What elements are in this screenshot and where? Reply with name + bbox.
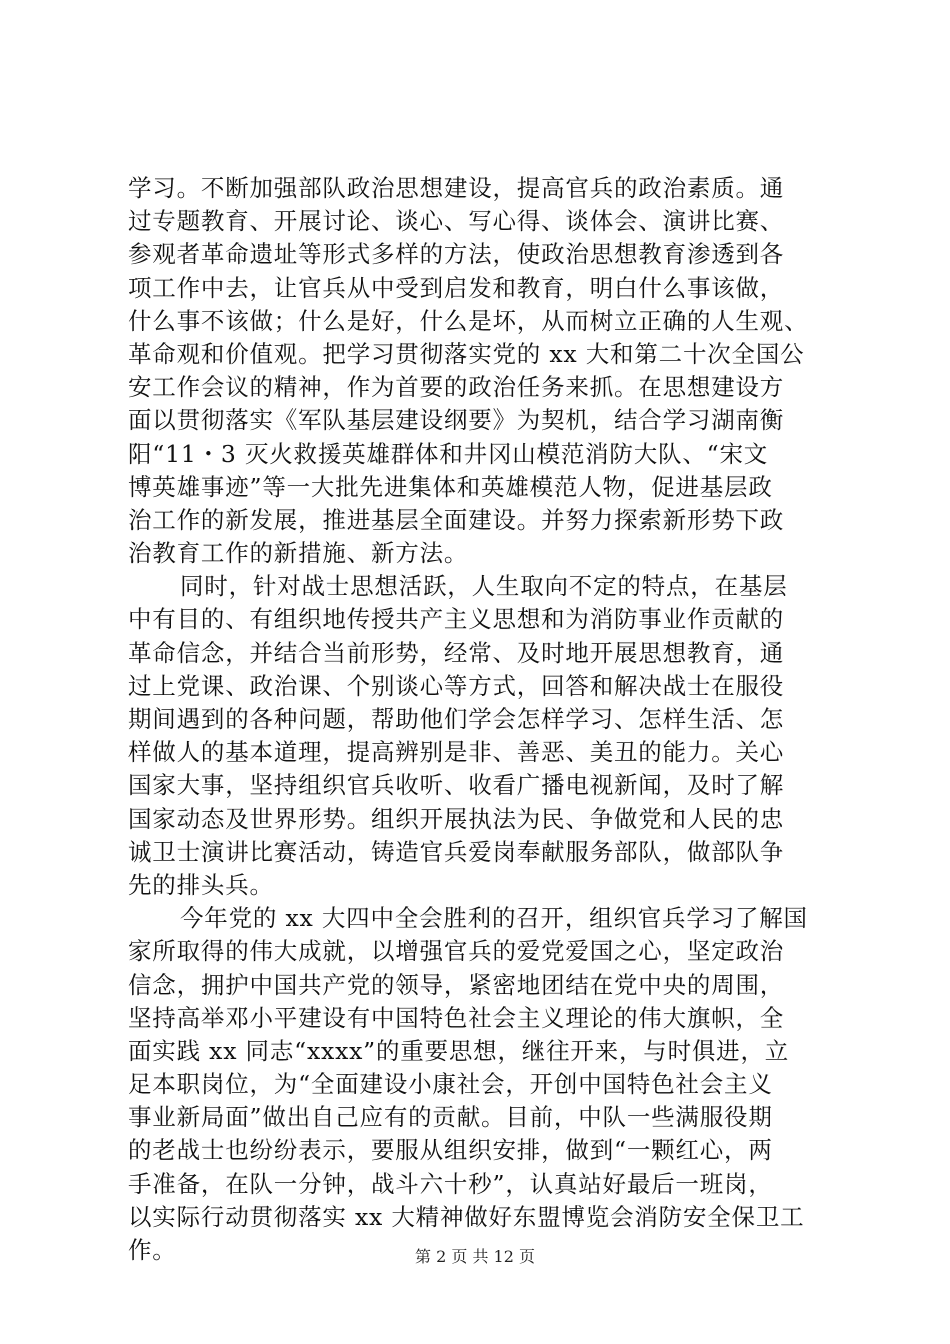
text-line: 中有目的、有组织地传授共产主义思想和为消防事业作贡献的 xyxy=(128,605,785,634)
paragraph xyxy=(128,902,848,1267)
text-line: 样做人的基本道理，提高辨别是非、善恶、美丑的能力。关心 xyxy=(128,738,785,767)
text-line: 学习。不断加强部队政治思想建设，提高官兵的政治素质。通 xyxy=(128,174,785,202)
paragraph xyxy=(128,172,848,570)
text-line: 什么事不该做；什么是好，什么是坏，从而树立正确的人生观、 xyxy=(128,306,809,335)
text-line: 的老战士也纷纷表示，要服从组织安排，做到“一颗红心，两 xyxy=(128,1136,773,1165)
text-line: 面以贯彻落实《军队基层建设纲要》为契机，结合学习湖南衡 xyxy=(128,406,785,435)
text-line: 同时，针对战士思想活跃，人生取向不定的特点，在基层 xyxy=(180,572,788,601)
text-line: 过专题教育、开展讨论、谈心、写心得、谈体会、演讲比赛、 xyxy=(128,207,785,236)
text-line: 国家大事，坚持组织官兵收听、收看广播电视新闻，及时了解 xyxy=(128,771,785,800)
text-line: 革命信念，并结合当前形势，经常、及时地开展思想教育，通 xyxy=(128,638,785,667)
text-line: 国家动态及世界形势。组织开展执法为民、争做党和人民的忠 xyxy=(128,804,785,833)
document-body xyxy=(128,172,848,1267)
text-line: 先的排头兵。 xyxy=(128,870,274,899)
page-footer: 第 2 页 共 12 页 xyxy=(415,1247,535,1266)
text-line: 期间遇到的各种问题，帮助他们学会怎样学习、怎样生活、怎 xyxy=(128,705,785,733)
text-line: 安工作会议的精神，作为首要的政治任务来抓。在思想建设方 xyxy=(128,373,785,402)
text-line: 坚持高举邓小平建设有中国特色社会主义理论的伟大旗帜，全 xyxy=(128,1003,785,1032)
text-line: 治工作的新发展，推进基层全面建设。并努力探索新形势下政 xyxy=(128,505,785,534)
text-line: 足本职岗位，为“全面建设小康社会，开创中国特色社会主义 xyxy=(128,1070,773,1099)
text-line: 家所取得的伟大成就，以增强官兵的爱党爱国之心，坚定政治 xyxy=(128,937,785,966)
text-line: 项工作中去，让官兵从中受到启发和教育，明白什么事该做， xyxy=(128,273,785,302)
text-line: 诚卫士演讲比赛活动，铸造官兵爱岗奉献服务部队，做部队争 xyxy=(128,837,785,866)
text-line: 今年党的 xx 大四中全会胜利的召开，组织官兵学习了解国 xyxy=(180,904,808,933)
text-line: 治教育工作的新措施、新方法。 xyxy=(128,539,469,568)
text-line: 手准备，在队一分钟，战斗六十秒”，认真站好最后一班岗， xyxy=(128,1169,773,1198)
text-line: 阳“11・3 灭火救援英雄群体和井冈山模范消防大队、“宋文 xyxy=(128,439,769,468)
text-line: 革命观和价值观。把学习贯彻落实党的 xx 大和第二十次全国公 xyxy=(128,339,805,368)
text-line: 博英雄事迹”等一大批先进集体和英雄模范人物，促进基层政 xyxy=(128,472,773,501)
text-line: 面实践 xx 同志“xxxx”的重要思想，继往开来，与时俱进，立 xyxy=(128,1036,790,1065)
text-line: 作。 xyxy=(128,1236,177,1264)
paragraph xyxy=(128,570,848,902)
text-line: 信念，拥护中国共产党的领导，紧密地团结在党中央的周围， xyxy=(128,970,785,999)
text-line: 以实际行动贯彻落实 xx 大精神做好东盟博览会消防安全保卫工 xyxy=(128,1202,805,1231)
text-line: 事业新局面”做出自己应有的贡献。目前，中队一些满服役期 xyxy=(128,1103,773,1132)
text-line: 参观者革命遗址等形式多样的方法，使政治思想教育渗透到各 xyxy=(128,240,785,269)
text-line: 过上党课、政治课、个别谈心等方式，回答和解决战士在服役 xyxy=(128,671,785,700)
